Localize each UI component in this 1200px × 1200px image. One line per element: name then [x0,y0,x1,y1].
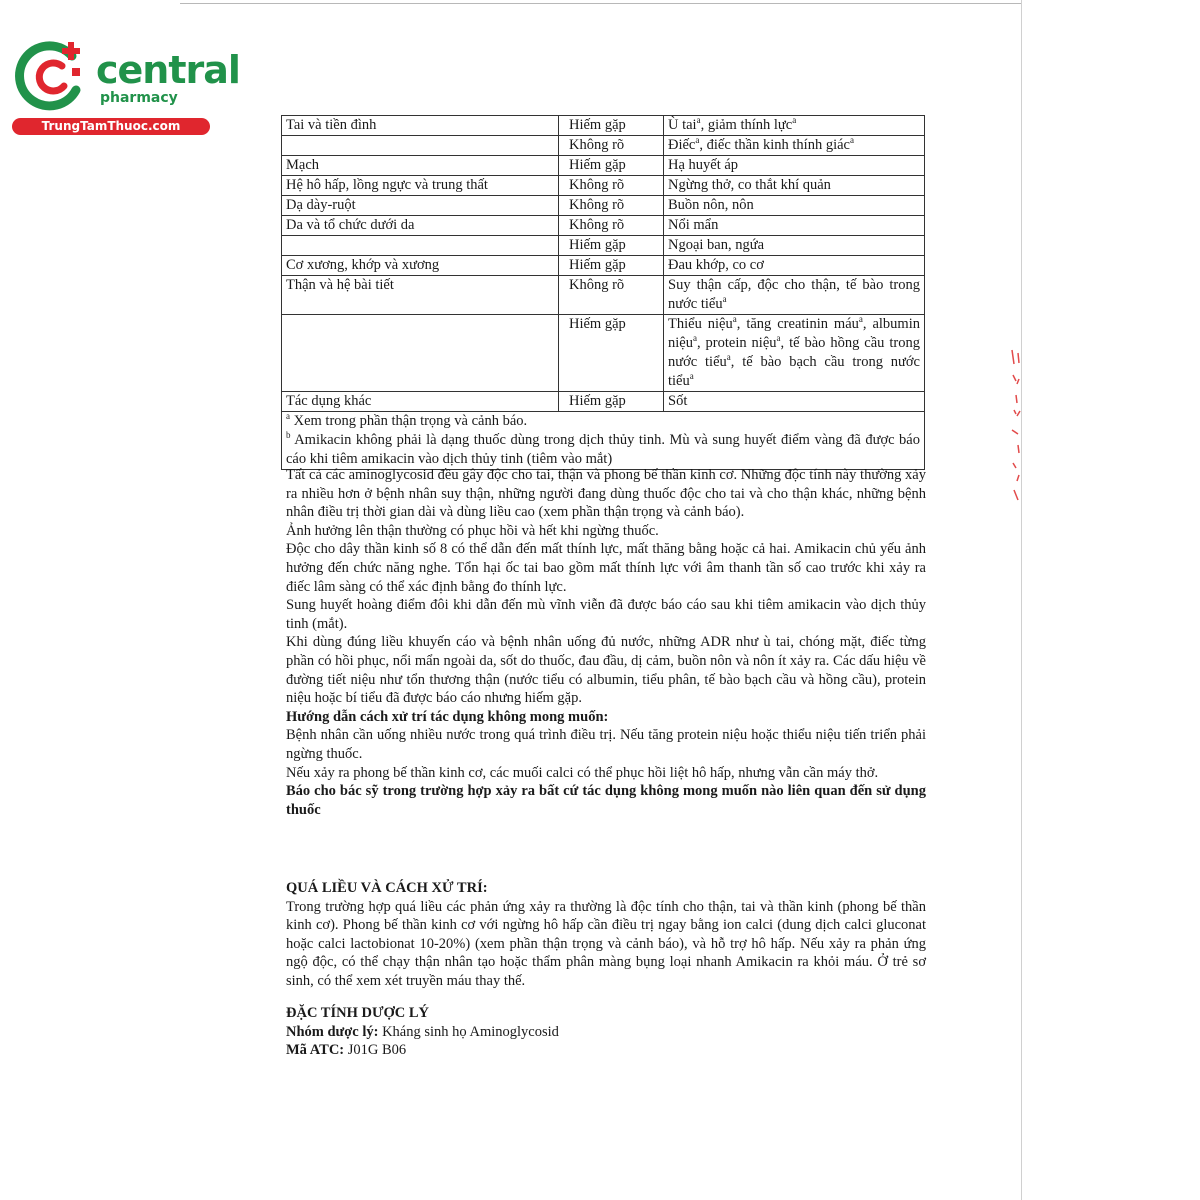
frequency-cell: Hiếm gặp [559,315,664,392]
effect-text: Buồn nôn, nôn [668,197,754,213]
effect-cell [664,116,925,136]
organ-class-cell: Thận và hệ bài tiết [282,276,559,315]
frequency-cell: Không rõ [559,136,664,156]
organ-class-cell [282,136,559,156]
overdose-text: Trong trường hợp quá liều các phản ứng xảy ra thường là độc tính cho thận, tai và thần kinh (phong bế thần kinh cơ). Phong bế thần kinh cơ với ngừng hô hấp cần điều trị ngay bằng ion calci (dung dịch calci gluconat hoặc calci lactobionat 10-20%) (xem phần thận trọng và cảnh báo), và hỗ trợ hô hấp. Nếu xảy ra phản ứng ngộ độc, có thể chạy thận nhân tạo hoặc thẩm phân màng bụng loại nhanh Amikacin ra khỏi máu. Ở trẻ sơ sinh, có thể xem xét truyền máu thay thế. [286,898,926,989]
effect-cell [664,216,925,236]
footnote-a-text: Xem trong phần thận trọng và cảnh báo. [290,413,528,429]
frequency-cell: Hiếm gặp [559,156,664,176]
handling-paragraph-2: Nếu xảy ra phong bế thần kinh cơ, các muối calci có thể phục hồi liệt hô hấp, nhưng vẫn cần máy thở. [286,764,879,781]
effect-text: , điếc thần kinh thính giác [699,137,850,153]
pharmacology-group [286,1023,926,1042]
table-row [282,256,925,276]
footnote-a [286,412,920,431]
table-row [282,176,925,196]
effect-text: Điếc [668,137,696,153]
pharmacology-section [286,1004,926,1060]
table-row [282,156,925,176]
red-stamp-mark-icon [1004,345,1028,505]
pharmacology-heading: ĐẶC TÍNH DƯỢC LÝ [286,1005,429,1021]
effect-text: Sốt [668,393,688,409]
effect-cell [664,236,925,256]
effect-text: , giảm thính lực [700,117,793,133]
footnote-b [286,431,920,469]
effect-cell [664,196,925,216]
table-row [282,136,925,156]
brand-name: central [96,48,240,92]
pharmacy-cross-logo-icon [10,38,90,118]
effect-text: Ngừng thở, co thắt khí quản [668,177,831,193]
footnote-b-text: Amikacin không phải là dạng thuốc dùng trong dịch thủy tinh. Mù và sung huyết điểm vàng đã được báo cáo khi tiêm amikacin vào dịch thủy tinh (tiêm vào mắt) [286,432,920,467]
overdose-section [286,879,926,991]
paragraph-toxicity: Tất cả các aminoglycosid đều gây độc cho tai, thận và phong bế thần kinh cơ. Những độc tính này thường xảy ra nhiều hơn ở bệnh nhân suy thận, những người đang dùng thuốc độc cho tai và cho thận khác, những bệnh nhân điều trị thời gian dài và dùng liều cao (xem phần thận trọng và cảnh báo). [286,467,926,521]
organ-class-cell: Mạch [282,156,559,176]
table-footnotes [282,412,925,470]
effect-text: , tăng creatinin máu [736,316,859,332]
paragraph-ototoxicity: Độc cho dây thần kinh số 8 có thể dẫn đến mất thính lực, mất thăng bằng hoặc cả hai. Amikacin chủ yếu ảnh hưởng đến chức năng nghe. Tổn hại ốc tai bao gồm mất thính lực với âm thanh tần số cao trước khi xảy ra điếc lâm sàng có thể xác định bằng đo thính lực. [286,541,926,595]
footnote-marker: a [726,352,731,363]
effect-cell [664,256,925,276]
table-footnote-row [282,412,925,470]
table-row [282,196,925,216]
atc-label: Mã ATC: [286,1042,345,1059]
paragraph-recommended-dose: Khi dùng đúng liều khuyến cáo và bệnh nhân uống đủ nước, những ADR như ù tai, chóng mặt, điếc từng phần có hồi phục, nổi mẩn ngoài da, sốt do thuốc, đau đầu, dị cảm, buồn nôn và nôn ít xảy ra. Các dấu hiệu về đường tiết niệu như tổn thương thận (nước tiểu có albumin, tiểu phân, tế bào bạch cầu và hồng cầu), protein niệu hoặc bí tiểu đã được báo cáo nhưng hiếm gặp. [286,634,926,707]
table-row [282,116,925,136]
organ-class-cell: Dạ dày-ruột [282,196,559,216]
page-right-edge [1021,0,1022,1200]
effect-text: Ù tai [668,117,697,133]
organ-class-cell [282,236,559,256]
effect-text: , tế bào hồng cầu trong nước tiểu [668,335,920,370]
effect-cell [664,315,925,392]
table-row [282,276,925,315]
paragraph-renal-recovery: Ảnh hưởng lên thận thường có phục hồi và hết khi ngừng thuốc. [286,522,659,539]
footnote-marker: b [286,430,291,441]
effect-text: Đau khớp, co cơ [668,257,764,273]
footnote-marker: a [286,411,290,422]
table-row [282,216,925,236]
adverse-reactions-table [281,115,925,470]
frequency-cell: Không rõ [559,216,664,236]
organ-class-cell: Tác dụng khác [282,392,559,412]
frequency-cell: Không rõ [559,176,664,196]
footnote-marker: a [776,333,781,344]
organ-class-cell: Hệ hô hấp, lồng ngực và trung thất [282,176,559,196]
brand-subtitle: pharmacy [100,90,178,106]
frequency-cell: Hiếm gặp [559,392,664,412]
overdose-heading: QUÁ LIỀU VÀ CÁCH XỬ TRÍ: [286,880,488,896]
frequency-cell: Không rõ [559,276,664,315]
table-row [282,392,925,412]
effect-text: , protein niệu [696,335,777,351]
effect-cell [664,392,925,412]
footnote-marker: a [732,314,737,325]
handling-heading: Hướng dẫn cách xử trí tác dụng không mong muốn: [286,708,609,725]
frequency-cell: Hiếm gặp [559,236,664,256]
footnote-marker: a [689,371,694,382]
paragraph-macular: Sung huyết hoàng điểm đôi khi dẫn đến mù vĩnh viễn đã được báo cáo sau khi tiêm amikacin vào dịch thủy tinh (mắt). [286,597,926,632]
table-row [282,315,925,392]
handling-warning: Báo cho bác sỹ trong trường hợp xảy ra bất cứ tác dụng không mong muốn nào liên quan đến sử dụng thuốc [286,783,926,818]
organ-class-cell [282,315,559,392]
effect-text: Suy thận cấp, độc cho thận, tế bào trong nước tiểu [668,277,920,312]
effect-cell [664,276,925,315]
page-top-rule [180,3,1022,4]
effect-text: Hạ huyết áp [668,157,739,173]
footnote-marker: a [858,314,863,325]
effect-text: , tế bào bạch cầu trong nước tiểu [668,354,920,389]
frequency-cell: Hiếm gặp [559,116,664,136]
footnote-marker: a [792,115,797,126]
organ-class-cell: Da và tổ chức dưới da [282,216,559,236]
footnote-marker: a [696,115,701,126]
frequency-cell: Không rõ [559,196,664,216]
footnote-marker: a [695,135,700,146]
pharmacology-group-label: Nhóm dược lý: [286,1023,379,1040]
effect-cell [664,176,925,196]
effect-text: , albumin niệu [668,316,920,351]
footnote-marker: a [849,135,854,146]
table-row [282,236,925,256]
footnote-marker: a [692,333,697,344]
footnote-marker: a [722,294,727,305]
pharmacology-group-value: Kháng sinh họ Aminoglycosid [378,1023,559,1040]
adr-description [286,466,926,819]
effect-text: Thiểu niệu [668,316,733,332]
effect-text: Ngoại ban, ngứa [668,237,765,253]
organ-class-cell: Tai và tiền đình [282,116,559,136]
brand-url[interactable]: TrungTamThuoc.com [12,118,210,135]
central-pharmacy-logo[interactable] [10,38,240,138]
atc-value: J01G B06 [344,1042,407,1059]
frequency-cell: Hiếm gặp [559,256,664,276]
effect-cell [664,136,925,156]
handling-paragraph-1: Bệnh nhân cần uống nhiều nước trong quá trình điều trị. Nếu tăng protein niệu hoặc thiểu niệu tiến triển phải ngừng thuốc. [286,727,926,762]
effect-text: Nổi mẩn [668,217,719,233]
organ-class-cell: Cơ xương, khớp và xương [282,256,559,276]
pharmacology-atc [286,1041,926,1060]
effect-cell [664,156,925,176]
